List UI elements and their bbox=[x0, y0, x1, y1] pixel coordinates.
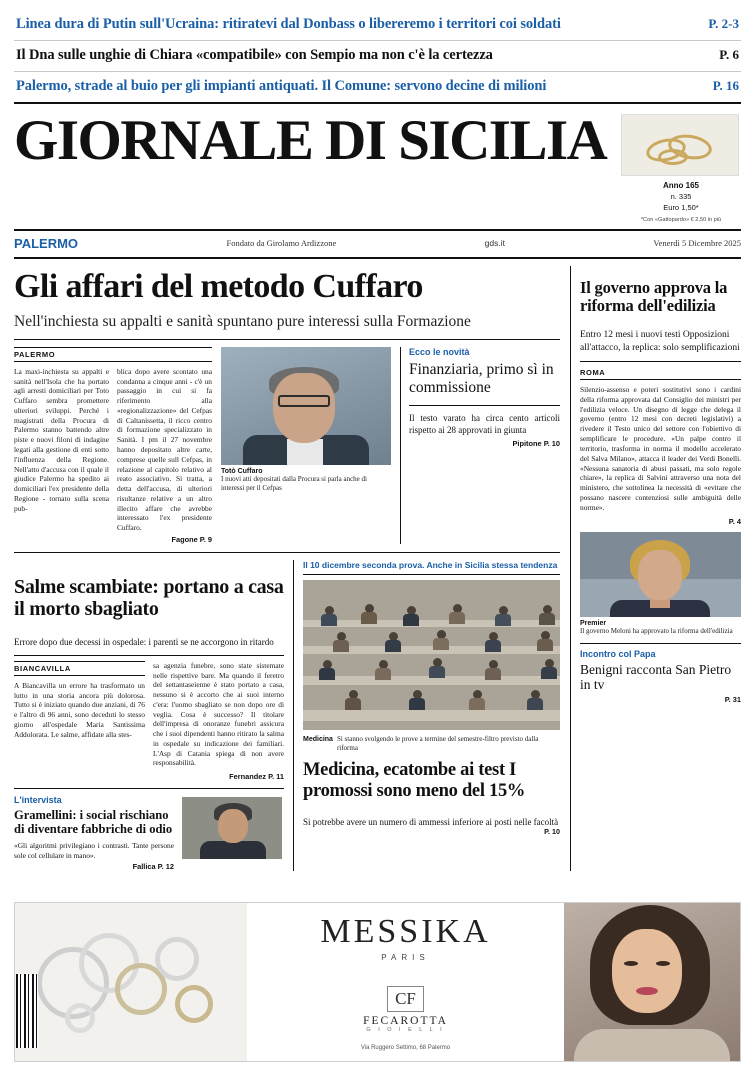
edition-city: PALERMO bbox=[14, 235, 79, 251]
sidebar-box-page: P. 31 bbox=[724, 694, 741, 704]
lead-headline[interactable]: Gli affari del metodo Cuffaro bbox=[14, 267, 423, 305]
publication-date: Venerdì 5 Dicembre 2025 bbox=[653, 238, 741, 248]
lead-byline: Fagone P. 9 bbox=[171, 534, 212, 544]
founded-text: Fondato da Girolamo Ardizzone bbox=[226, 238, 337, 248]
photo-caption-text: I nuovi atti depositati dalla Procura si parla anche di interessi per il Cefpas bbox=[221, 474, 367, 492]
interview-headline[interactable]: Gramellini: i social rischiano di diventare fabbriche di odio bbox=[14, 808, 173, 837]
story3-subhead: Si potrebbe avere un numero di ammessi inferiore ai posti nelle facoltà bbox=[303, 816, 559, 827]
ad-shop-name: FECAROTTA bbox=[363, 1015, 448, 1027]
story2-subhead: Errore dopo due decessi in ospedale: i parenti se ne accorgono in ritardo bbox=[14, 637, 284, 656]
photo-gramellini bbox=[182, 797, 282, 859]
story2-paragraph: sa agenzia funebre, sono state sistemate nelle rispettive bare. Ma quando il feretro del settantaseienne è stato portato a casa, nessuno si è accorto che ai suoi interno c'era: l'uomo sbagliato se non dopo ore di veglia. Cosa è successo? Il titolare dell'impresa di onoranze funebri assicura che i suoi dipendenti hanno ritirato la salma in ospedale su indicazione dei familiari. L'Asp di Catania spiega di non avere responsabilità. bbox=[153, 660, 284, 768]
teaser-text: Linea dura di Putin sull'Ucraina: ritiratevi dal Donbass o libereremo i territori coi soldati bbox=[16, 16, 561, 32]
ad-address: Via Ruggero Settimo, 68 Palermo bbox=[360, 1045, 451, 1051]
sidebar-box-headline[interactable]: Benigni racconta San Pietro in tv bbox=[580, 661, 732, 693]
story-interview bbox=[14, 788, 284, 871]
masthead-numero: n. 335 bbox=[670, 191, 692, 201]
sidebar-headline[interactable]: Il governo approva la riforma dell'edilizia bbox=[580, 278, 728, 316]
sidebar-photo-caption-text: Il governo Meloni ha approvato la riforma dell'edilizia bbox=[580, 626, 733, 635]
lead-kicker: PALERMO bbox=[14, 347, 212, 362]
photo-lecture-hall bbox=[303, 580, 560, 730]
sidebar-page: P. 4 bbox=[728, 516, 741, 526]
sidebox-headline[interactable]: Finanziaria, primo sì in commissione bbox=[409, 360, 554, 397]
masthead-prezzo: Euro 1,50* bbox=[663, 202, 699, 212]
ad-shop-sub: G I O I E L L I bbox=[366, 1027, 445, 1033]
ad-brand-name: MESSIKA bbox=[320, 913, 491, 950]
ad-jewellery-image bbox=[15, 903, 247, 1061]
sidebar-box-papa bbox=[580, 643, 741, 704]
sidebox-byline: Pipitone P. 10 bbox=[512, 438, 560, 448]
teaser-text: Il Dna sulle unghie di Chiara «compatibile» con Sempio ma non c'è la certezza bbox=[16, 47, 493, 63]
teaser-item[interactable] bbox=[14, 41, 741, 72]
story-salme bbox=[14, 560, 284, 872]
story2-byline: Fernandez P. 11 bbox=[229, 772, 284, 782]
masthead-nota: *Con «Gattopardo» € 2,50 in più bbox=[640, 216, 722, 223]
teaser-item[interactable] bbox=[14, 10, 741, 41]
teaser-page: P. 16 bbox=[712, 78, 739, 93]
ad-monogram: CF bbox=[387, 986, 424, 1012]
sidebar-paragraph: Silenzio-assenso e poteri sostitutivi sono i cardini della riforma approvata dal Consiglio dei ministri per l'edilizia veloce. Un disegno di legge che delega il governo (entro 12 mesi con decreti legislativi) a rivedere il Testo unico del settore con l'obiettivo di semplificare le procedure. «Un palpe contro il territorio, trasforma in norma il modello accelerato del Salva Milano», attacca il leader dei Verdi Bonelli. «Nessuna sanatoria di abusi passati, ma solo regole chiare», la replica di Salvini attraverso una nota del ministero, che sottolinea la necessità di «evitare che possano nascere contenziosi sulle ambiguità delle norme». bbox=[580, 384, 741, 512]
photo-meloni bbox=[580, 532, 741, 617]
website-url[interactable]: gds.it bbox=[484, 238, 505, 248]
sidebar-subhead: Entro 12 mesi i nuovi testi Opposizioni all'attacco, la replica: solo semplificazioni bbox=[580, 329, 741, 362]
masthead-infobar bbox=[14, 231, 741, 259]
teaser-text: Palermo, strade al buio per gli impianti antiquati. Il Comune: servono decine di milioni bbox=[16, 78, 547, 94]
lead-article-text bbox=[14, 347, 212, 544]
lead-subhead: Nell'inchiesta su appalti e sanità spuntano pure interessi sulla Formazione bbox=[14, 313, 560, 340]
interview-kicker: L'intervista bbox=[14, 795, 62, 806]
story2-kicker: BIANCAVILLA bbox=[14, 661, 145, 676]
sidebar-photo-caption-label: Premier bbox=[580, 619, 607, 627]
lead-paragraph: La maxi-inchiesta su appalti e sanità nell'Isola che ha portato agli arresti domiciliari per Toto Cuffaro sembra promettere ulteriori sviluppi. Perché i magistrati della Procura di Palermo stanno battendo altre piste e nuovi filoni di indagine legati alla gestione di enti sotto l'influenza della Regione. Nell'atto d'accusa con il quale il giudice Palermo ha spedito ai domiciliari l'ex presidente della Regione - tornato sulla scena pub- bbox=[14, 366, 109, 513]
teaser-page: P. 2-3 bbox=[708, 16, 739, 31]
photo-cuffaro bbox=[221, 347, 391, 465]
masthead-promo bbox=[621, 114, 741, 225]
newspaper-logo: GIORNALE DI SICILIA bbox=[14, 109, 607, 172]
sidebar-box-kicker: Incontro col Papa bbox=[580, 648, 656, 659]
story3-caption-text: Si stanno svolgendo le prove a termine del semestre-filtro previsto dalla riforma bbox=[336, 734, 539, 752]
sidebox-kicker: Ecco le novità bbox=[409, 346, 470, 357]
ad-text-block bbox=[247, 903, 564, 1061]
interview-byline: Fallica P. 12 bbox=[132, 862, 174, 872]
story3-kicker: Il 10 dicembre seconda prova. Anche in Sicilia stessa tendenza bbox=[303, 560, 560, 575]
story3-caption-label: Medicina bbox=[303, 735, 333, 743]
photo-caption-name: Totò Cuffaro bbox=[221, 467, 263, 475]
sidebox-text: Il testo varato ha circa cento articoli rispetto ai 28 approvati in giunta bbox=[409, 413, 560, 436]
story2-headline[interactable]: Salme scambiate: portano a casa il morto sbagliato bbox=[14, 576, 284, 621]
story3-page: P. 10 bbox=[544, 826, 560, 836]
top-teasers bbox=[14, 0, 741, 104]
interview-text: «Gli algoritmi privilegiano i contrasti. Tante persone sole col cellulare in mano». bbox=[14, 841, 174, 860]
ad-brand-sub: PARIS bbox=[381, 953, 430, 962]
barcode bbox=[16, 974, 38, 1066]
lead-paragraph: blica dopo avere scontato una condanna a cinque anni - c'è un passaggio in cui si fa riferimento alla «regionalizzazione» del Cefpas di Caltanissetta, il ricco centro di formazione specializzato in Sanità. I pm il 27 novembre hanno depositato altre carte, comprese quelle sull Cefpas, in relazione al capitolo relativo al reato associativo. Si tratta, a detta dell'accusa, di ulteriori risultanze relative a un altro illecito affare che avrebbe interessato l'ex presidente Cuffaro. bbox=[117, 366, 212, 533]
promo-image-jewellery bbox=[621, 114, 739, 176]
lead-photo-block bbox=[221, 347, 391, 544]
story3-headline[interactable]: Medicina, ecatombe ai test I promossi sono meno del 15% bbox=[303, 760, 526, 801]
teaser-item[interactable] bbox=[14, 72, 741, 102]
ad-model-photo bbox=[564, 903, 740, 1061]
masthead-anno: Anno 165 bbox=[662, 181, 699, 190]
sidebar-kicker: ROMA bbox=[580, 368, 741, 380]
story2-paragraph: A Biancavilla un errore ha trasformato un lutto in una storia ancora più dolorosa. Tutto si è iniziato quando due anziani, di 76 e l'altro di 96 anni, sono deceduti lo stesso giorno all'ospedale Maria Santissima Addolorata. Le salme, affidate alla stes- bbox=[14, 680, 145, 739]
right-column bbox=[570, 266, 741, 872]
story-medicina bbox=[293, 560, 560, 872]
masthead bbox=[14, 104, 741, 225]
main-column bbox=[14, 266, 570, 872]
lead-sidebox bbox=[400, 347, 560, 544]
teaser-page: P. 6 bbox=[719, 47, 739, 62]
advertisement-messika[interactable] bbox=[14, 902, 741, 1062]
